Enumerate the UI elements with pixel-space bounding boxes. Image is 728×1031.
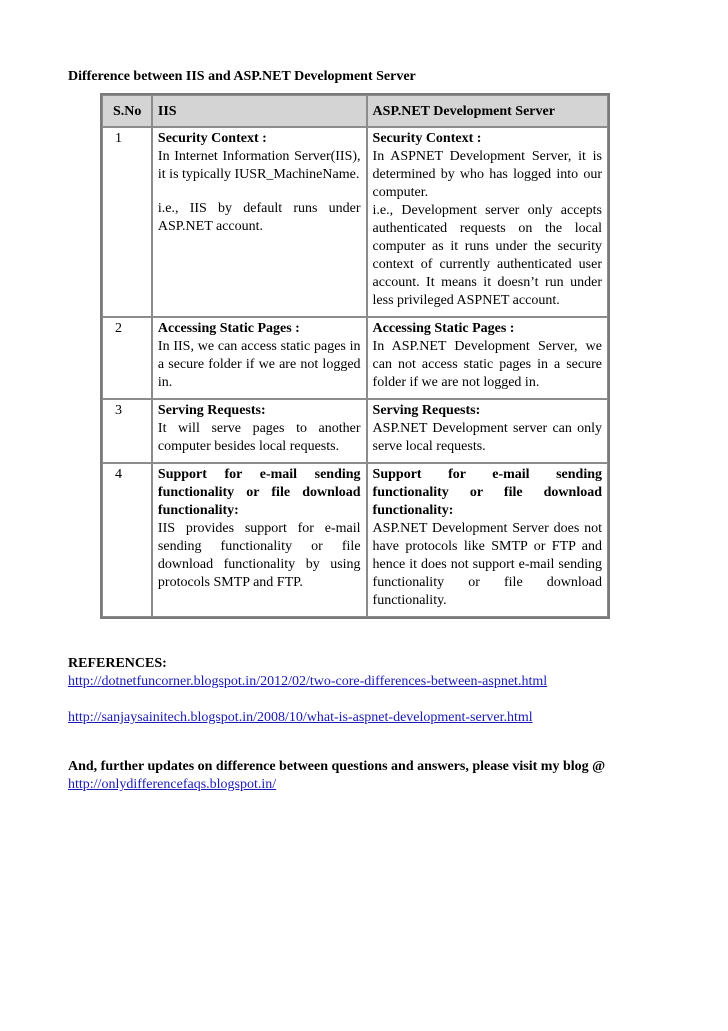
row-sno: 3	[102, 399, 152, 463]
header-dev-server: ASP.NET Development Server	[367, 95, 608, 127]
row-dev-heading: Accessing Static Pages :	[372, 321, 515, 336]
row-dev-text: ASP.NET Development Server does not have protocols like SMTP or FTP and hence it does not support e-mail sending functionality or file download functionality.	[372, 521, 602, 608]
row-dev-cell	[367, 317, 608, 399]
row-iis-text: It will serve pages to another computer besides local requests.	[157, 421, 361, 454]
footer-note	[68, 758, 648, 794]
row-iis-cell	[152, 127, 367, 317]
table-row	[102, 399, 608, 463]
reference-link[interactable]: http://dotnetfuncorner.blogspot.in/2012/02/two-core-differences-between-aspnet.html	[68, 674, 548, 689]
row-iis-text: In Internet Information Server(IIS), it is typically IUSR_MachineName.	[157, 149, 361, 182]
row-dev-heading: Serving Requests:	[372, 403, 481, 418]
row-dev-cell	[367, 127, 608, 317]
comparison-table	[100, 93, 610, 619]
references-label: REFERENCES:	[68, 656, 167, 671]
row-iis-heading: Security Context :	[157, 131, 267, 146]
row-iis-text-2: i.e., IIS by default runs under ASP.NET account.	[157, 201, 361, 234]
table-row	[102, 127, 608, 317]
row-sno: 1	[102, 127, 152, 317]
table-row	[102, 463, 608, 617]
row-iis-heading: Support for e-mail sending functionality or file download functionality:	[157, 467, 361, 518]
row-iis-heading: Serving Requests:	[157, 403, 266, 418]
row-iis-cell	[152, 463, 367, 617]
footer-text: And, further updates on difference between questions and answers, please visit my blog @	[68, 759, 606, 774]
row-sno: 4	[102, 463, 152, 617]
blog-link[interactable]: http://onlydifferencefaqs.blogspot.in/	[68, 777, 277, 792]
row-dev-cell	[367, 399, 608, 463]
row-dev-text: ASP.NET Development server can only serve local requests.	[372, 421, 602, 454]
references-section	[68, 655, 547, 727]
table-header-row	[102, 95, 608, 127]
row-dev-text: In ASPNET Development Server, it is determined by who has logged into our computer.	[372, 149, 602, 200]
row-dev-text: In ASP.NET Development Server, we can not access static pages in a secure folder if we are not logged in.	[372, 339, 602, 390]
header-iis: IIS	[152, 95, 367, 127]
row-sno: 2	[102, 317, 152, 399]
row-iis-heading: Accessing Static Pages :	[157, 321, 300, 336]
row-iis-text: In IIS, we can access static pages in a secure folder if we are not logged in.	[157, 339, 361, 390]
table-row	[102, 317, 608, 399]
row-iis-text: IIS provides support for e-mail sending functionality or file download functionality by using protocols SMTP and FTP.	[157, 521, 361, 590]
row-dev-text-2: i.e., Development server only accepts authenticated requests on the local computer as it runs under the security context of currently authenticated user account. It means it doesn’t run under less privileged ASPNET account.	[372, 203, 602, 308]
row-iis-cell	[152, 317, 367, 399]
document-title: Difference between IIS and ASP.NET Development Server	[68, 69, 416, 84]
row-dev-heading: Security Context :	[372, 131, 482, 146]
row-iis-cell	[152, 399, 367, 463]
reference-link[interactable]: http://sanjaysainitech.blogspot.in/2008/10/what-is-aspnet-development-server.html	[68, 710, 533, 725]
row-dev-heading: Support for e-mail sending functionality or file download functionality:	[372, 467, 602, 518]
header-sno: S.No	[102, 95, 152, 127]
row-dev-cell	[367, 463, 608, 617]
